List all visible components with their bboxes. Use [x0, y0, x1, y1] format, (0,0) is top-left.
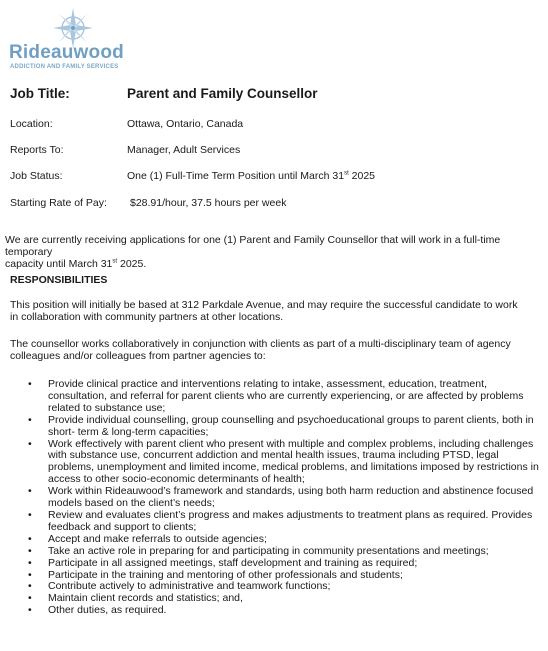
list-item-text: Provide clinical practice and interventions relating to intake, assessment, education, treatment, consultation, and referral for parent clients who are currently experiencing, or are affected by problems related to substance use; — [48, 378, 524, 414]
responsibilities-list — [0, 379, 548, 617]
bullet-icon: • — [28, 378, 32, 390]
list-item-text: Contribute actively to administrative and teamwork functions; — [48, 580, 331, 593]
list-item-text: Participate in the training and mentoring of other professionals and students; — [48, 568, 403, 581]
list-item-text: Review and evaluates client’s progress and makes adjustments to treatment plans as required. Provides feedback and support to clients; — [48, 508, 533, 533]
bullet-icon: • — [28, 413, 32, 426]
list-item-text: Accept and make referrals to outside agencies; — [48, 532, 267, 545]
list-item-text: Participate in all assigned meetings, staff development and training as required; — [48, 556, 418, 569]
bullet-icon: • — [28, 485, 32, 498]
bullet-icon: • — [28, 544, 32, 557]
responsibilities-heading: RESPONSIBILITIES — [10, 274, 108, 286]
bullet-icon: • — [28, 437, 32, 450]
list-item — [0, 486, 548, 510]
location-label: Location: — [10, 118, 53, 130]
intro-suffix: st — [112, 258, 118, 265]
job-status-label: Job Status: — [10, 170, 63, 182]
list-item-text: Take an active role in preparing for and participating in community presentations and meetings; — [48, 544, 489, 557]
location-paragraph — [10, 299, 540, 323]
rideauwood-logo — [9, 8, 124, 70]
list-item-text: Work effectively with parent client who present with multiple and complex problems, including challenges with substance use, concurrent addiction and mental health issues, trauma including PTSD, legal problems, unemployment and limited income, medical problems, and limitations imposed by restrictions in access to other socio-economic determinants of health; — [48, 437, 539, 486]
intro-year: 2025. — [117, 258, 147, 270]
paragraph-line: This position will initially be based at 312 Parkdale Avenue, and may require the successful candidate to work — [10, 299, 518, 311]
paragraph-line: The counsellor works collaboratively in conjunction with clients as part of a multi-disciplinary team of agency — [10, 338, 511, 350]
pay-rate-value: $28.91/hour, 37.5 hours per week — [130, 197, 287, 209]
job-status-suffix: st — [344, 170, 349, 177]
reports-to-label: Reports To: — [10, 144, 64, 156]
list-item — [0, 439, 548, 487]
job-title-label: Job Title: — [10, 86, 70, 101]
logo-wordmark: Rideauwood — [9, 42, 124, 63]
reports-to-value: Manager, Adult Services — [127, 144, 241, 156]
list-item-text: Work within Rideauwood’s framework and standards, using both harm reduction and abstinence focused models based on the client’s needs; — [48, 485, 534, 510]
list-item — [0, 605, 548, 617]
list-item — [0, 510, 548, 534]
bullet-icon: • — [28, 592, 32, 605]
job-title-value: Parent and Family Counsellor — [127, 86, 318, 101]
intro-paragraph — [5, 234, 545, 270]
bullet-icon: • — [28, 604, 32, 617]
logo-tagline: ADDICTION AND FAMILY SERVICES — [10, 64, 119, 70]
pay-rate-label: Starting Rate of Pay: — [10, 197, 107, 209]
intro-text: capacity until March 31 — [5, 258, 113, 270]
intro-line — [5, 258, 545, 270]
list-item-text: Other duties, as required. — [48, 604, 167, 617]
list-item — [0, 415, 548, 439]
list-item-text: Maintain client records and statistics; and, — [48, 592, 243, 605]
list-item-text: Provide individual counselling, group counselling and psychoeducational groups to parent clients, both in short- term & long-term capacities; — [48, 413, 534, 438]
bullet-icon: • — [28, 580, 32, 593]
list-item — [0, 379, 548, 415]
job-status-value — [127, 170, 375, 182]
location-value: Ottawa, Ontario, Canada — [127, 118, 244, 130]
bullet-icon: • — [28, 568, 32, 581]
bullet-icon: • — [28, 508, 32, 521]
intro-line: We are currently receiving applications for one (1) Parent and Family Counsellor that will work in a full-time temporary — [5, 234, 501, 258]
bullet-icon: • — [28, 556, 32, 569]
job-status-year: 2025 — [348, 170, 376, 182]
bullet-icon: • — [28, 532, 32, 545]
collaboration-paragraph — [10, 338, 540, 362]
job-status-text: One (1) Full-Time Term Position until March 31 — [127, 170, 345, 182]
paragraph-line: colleagues and/or colleagues from partner agencies to: — [10, 350, 266, 362]
paragraph-line: in collaboration with community partners at other locations. — [10, 311, 284, 323]
